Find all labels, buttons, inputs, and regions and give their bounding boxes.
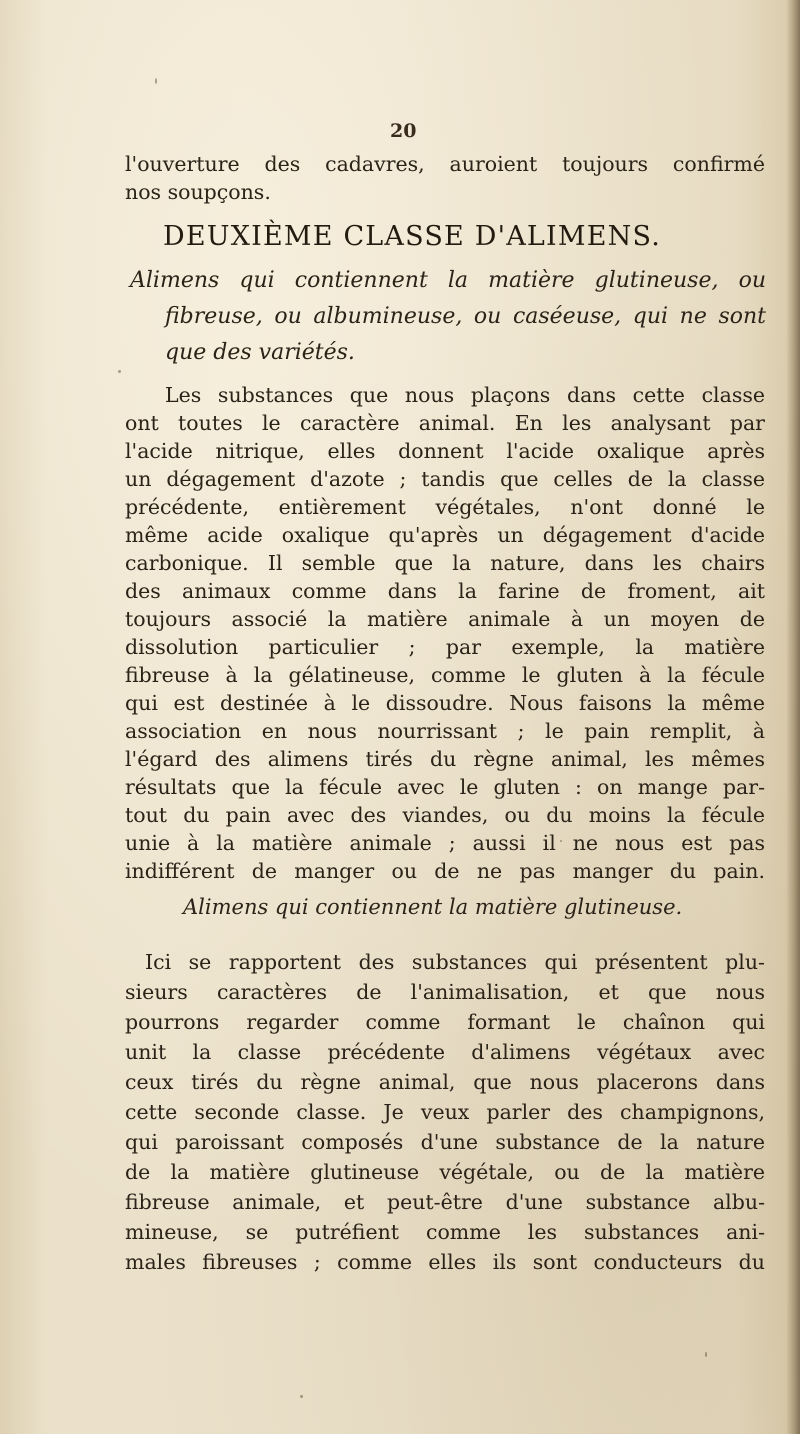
text-line: dissolution particulier ; par exemple, la matière bbox=[125, 635, 765, 659]
section-title: DEUXIÈME CLASSE D'ALIMENS. bbox=[163, 221, 662, 252]
text-line: même acide oxalique qu'après un dégagement d'acide bbox=[125, 523, 765, 547]
text-line: fibreuse animale, et peut-être d'une substance albu- bbox=[125, 1190, 765, 1214]
text-line: Ici se rapportent des substances qui présentent plu- bbox=[145, 950, 765, 974]
subtitle-line: Alimens qui contiennent la matière glutineuse, ou bbox=[130, 268, 766, 293]
paper-speck bbox=[118, 370, 121, 373]
text-line: l'acide nitrique, elles donnent l'acide oxalique après bbox=[125, 439, 765, 463]
text-line: fibreuse à la gélatineuse, comme le gluten à la fécule bbox=[125, 663, 765, 687]
text-line: indifférent de manger ou de ne pas manger du pain. bbox=[125, 859, 765, 883]
text-line: un dégagement d'azote ; tandis que celles de la classe bbox=[125, 467, 765, 491]
paper-speck bbox=[705, 1352, 707, 1357]
text-line: association en nous nourrissant ; le pain remplit, à bbox=[125, 719, 765, 743]
text-line: unie à la matière animale ; aussi il ne nous est pas bbox=[125, 831, 765, 855]
text-line: résultats que la fécule avec le gluten : on mange par- bbox=[125, 775, 765, 799]
text-line: l'égard des alimens tirés du règne animal, les mêmes bbox=[125, 747, 765, 771]
text-line: sieurs caractères de l'animalisation, et que nous bbox=[125, 980, 765, 1004]
text-line: carbonique. Il semble que la nature, dans les chairs bbox=[125, 551, 765, 575]
page-edge-shadow bbox=[786, 0, 800, 1434]
text-line: qui paroissant composés d'une substance de la nature bbox=[125, 1130, 765, 1154]
text-line: qui est destinée à le dissoudre. Nous faisons la même bbox=[125, 691, 765, 715]
text-line: des animaux comme dans la farine de froment, ait bbox=[125, 579, 765, 603]
text-line: cette seconde classe. Je veux parler des champignons, bbox=[125, 1100, 765, 1124]
text-line: males fibreuses ; comme elles ils sont conducteurs du bbox=[125, 1250, 765, 1274]
paper-speck bbox=[300, 1395, 303, 1398]
text-line: Les substances que nous plaçons dans cette classe bbox=[165, 383, 765, 407]
text-line: précédente, entièrement végétales, n'ont donné le bbox=[125, 495, 765, 519]
subtitle-line: que des variétés. bbox=[165, 340, 355, 365]
text-line: nos soupçons. bbox=[125, 180, 271, 204]
paper-speck bbox=[155, 78, 157, 84]
text-line: unit la classe précédente d'alimens végétaux avec bbox=[125, 1040, 765, 1064]
text-line: toujours associé la matière animale à un moyen de bbox=[125, 607, 765, 631]
text-line: ceux tirés du règne animal, que nous placerons dans bbox=[125, 1070, 765, 1094]
text-line: mineuse, se putréfient comme les substances ani- bbox=[125, 1220, 765, 1244]
text-line: pourrons regarder comme formant le chaînon qui bbox=[125, 1010, 765, 1034]
paper-speck bbox=[560, 840, 562, 842]
text-line: de la matière glutineuse végétale, ou de la matière bbox=[125, 1160, 765, 1184]
page-number: 20 bbox=[390, 120, 417, 142]
subsection-title: Alimens qui contiennent la matière glutineuse. bbox=[183, 895, 683, 919]
text-line: tout du pain avec des viandes, ou du moins la fécule bbox=[125, 803, 765, 827]
text-line: ont toutes le caractère animal. En les analysant par bbox=[125, 411, 765, 435]
text-line: l'ouverture des cadavres, auroient toujours confirmé bbox=[125, 152, 765, 176]
subtitle-line: fibreuse, ou albumineuse, ou caséeuse, qui ne sont bbox=[165, 304, 766, 329]
